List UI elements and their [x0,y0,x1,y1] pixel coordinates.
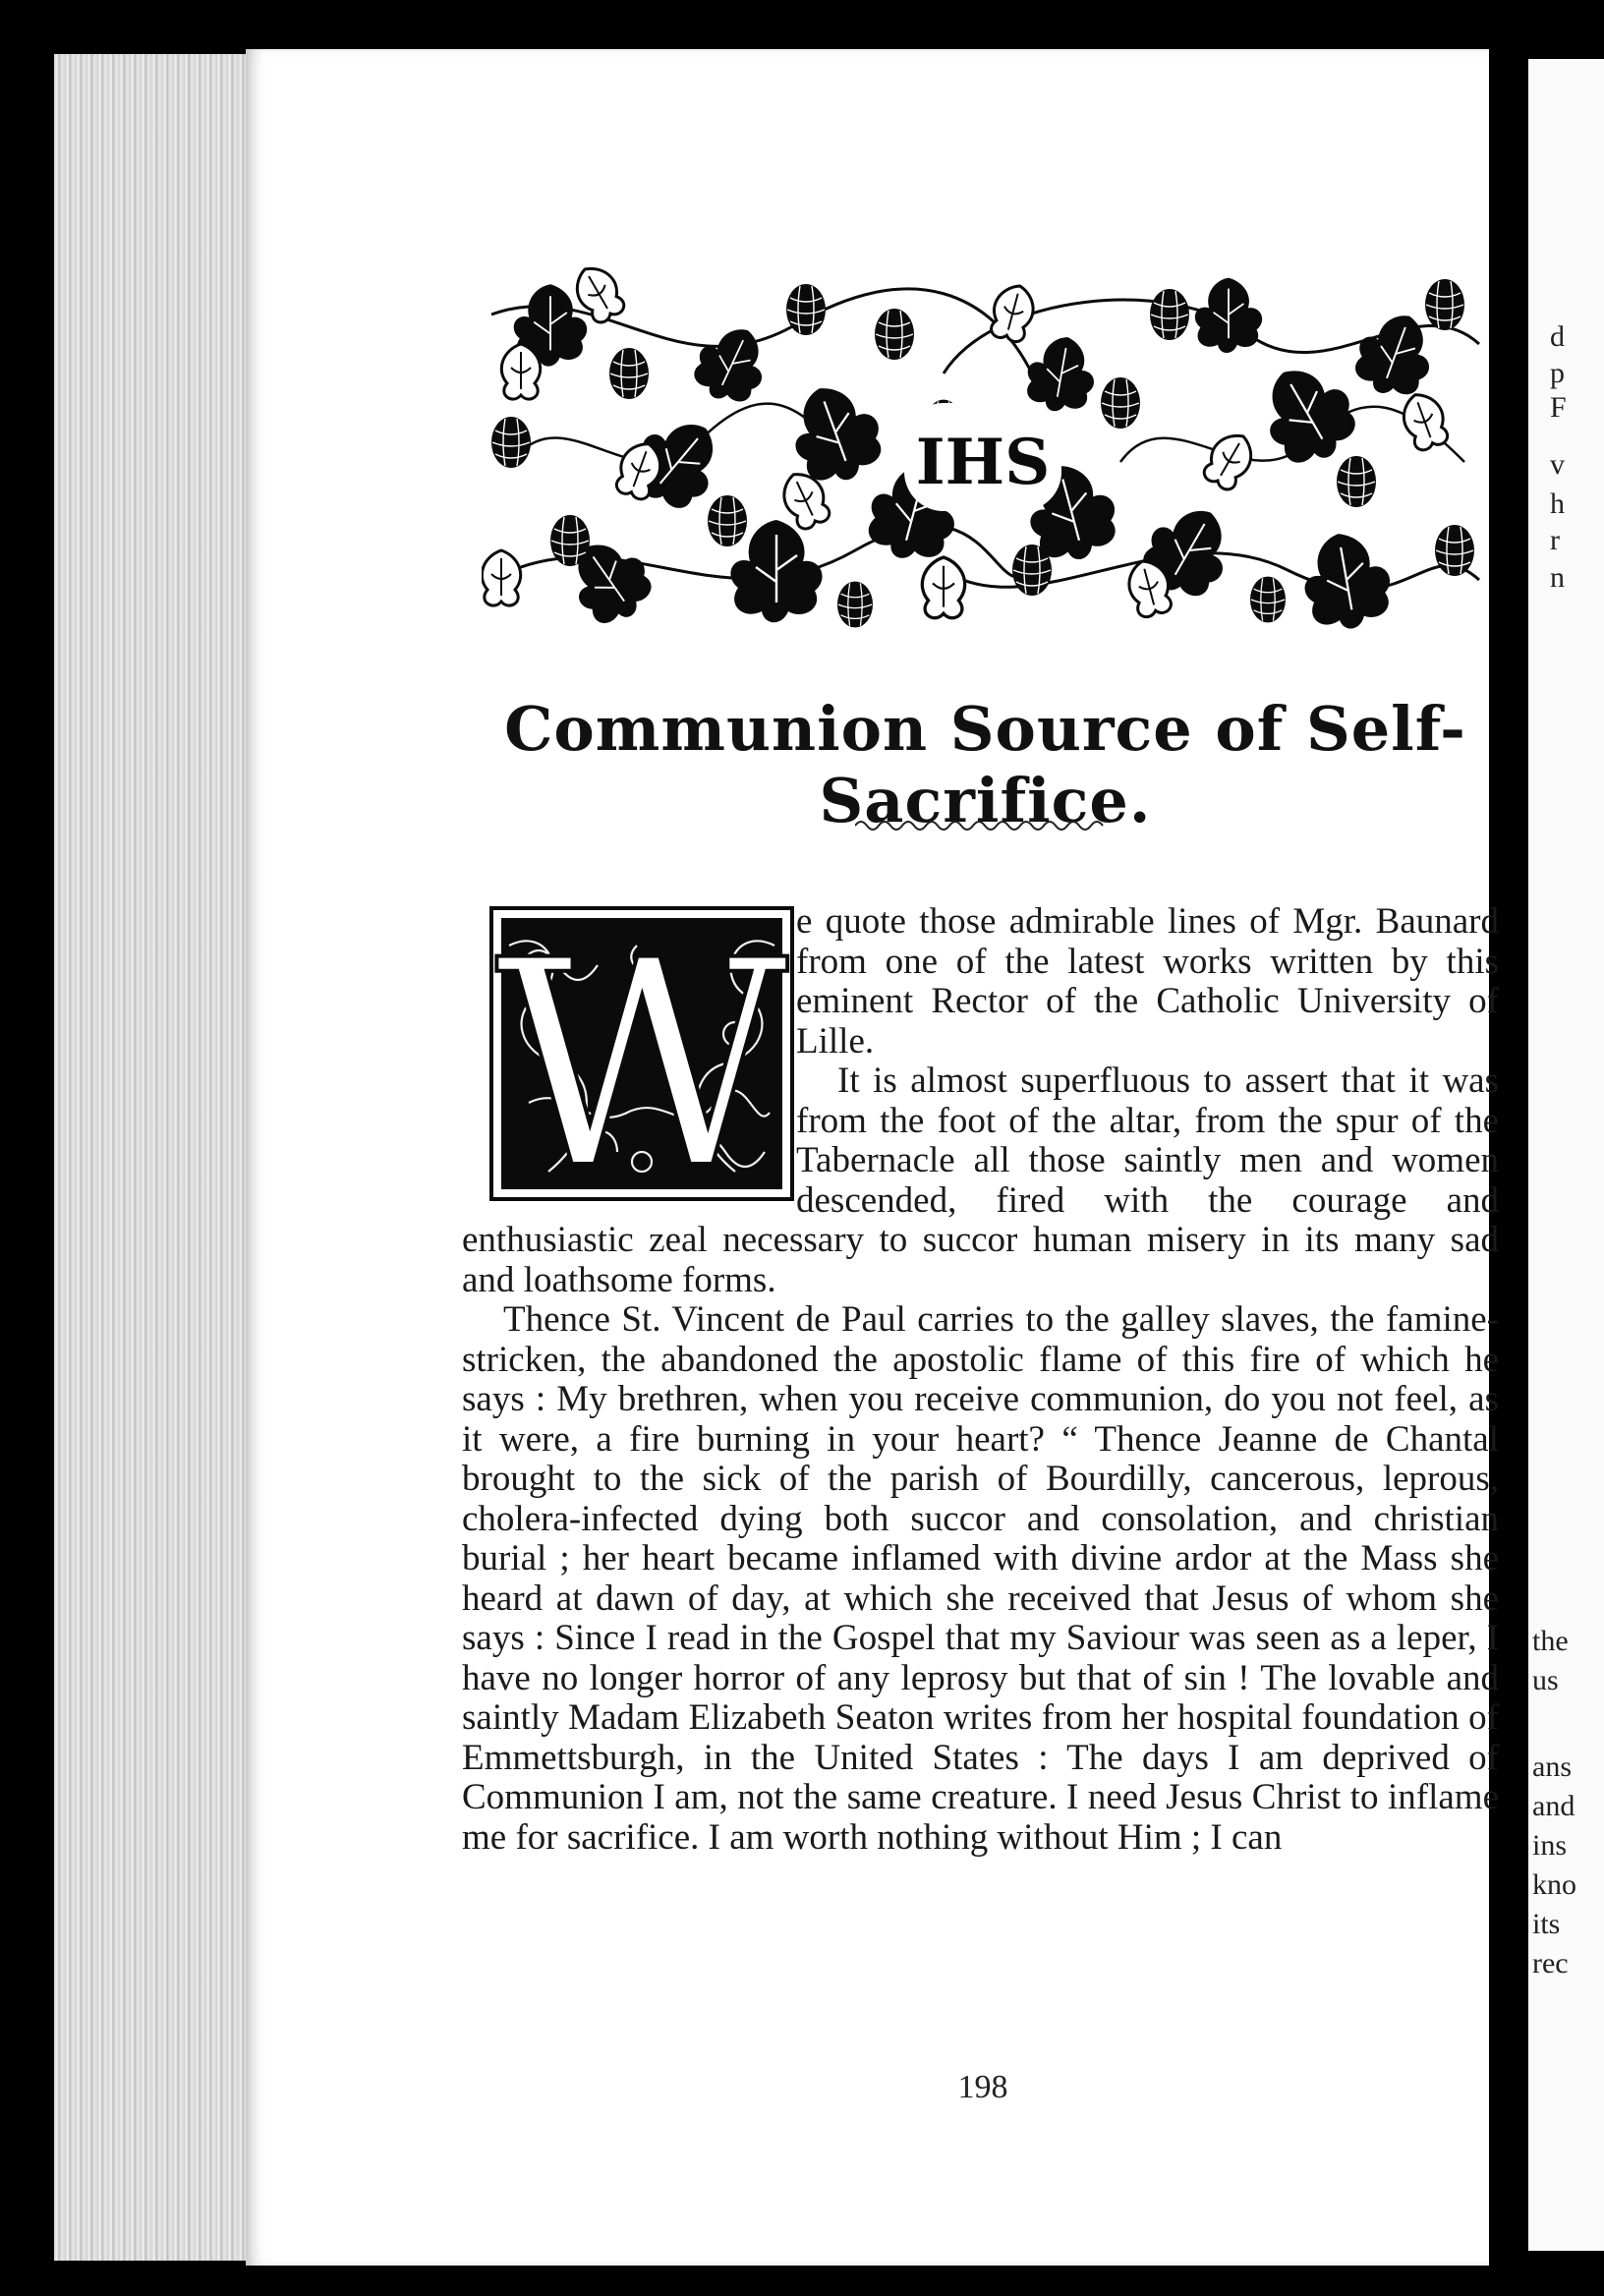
chapter-title: Communion Source of Self-Sacrifice. [504,693,1466,836]
page-number: 198 [957,2069,1008,2105]
facing-page-fragment: and [1532,1790,1575,1822]
wavy-title-rule [855,816,1111,835]
drop-cap-letter: W [494,906,789,1201]
facing-page-fragment: kno [1532,1868,1576,1901]
facing-page-fragment: d [1550,320,1565,353]
ihs-monogram: IHS [915,426,1051,499]
facing-page-fragment: F [1550,391,1567,424]
paragraph-1: e quote those admirable lines of Mgr. Baunard from one of the latest works written by this eminent Rector of the Catholic University of Lille. [796,901,1499,1062]
floral-headpiece [482,256,1489,644]
facing-page-fragment: rec [1532,1947,1569,1980]
book-page [246,49,1499,2266]
facing-page-fragment: r [1550,524,1560,556]
facing-page-fragment: p [1550,357,1565,389]
facing-page-fragment: ins [1532,1829,1568,1862]
paragraph-2: It is almost superfluous to assert that it was from the foot of the altar, from the spur of the Tabernacle all those saintly men and women descended, fired with the courage and enthusiastic zeal necessary to succor human misery in its many sad and loathsome forms. [462,1061,1499,1300]
facing-page-fragment: v [1550,448,1565,481]
facing-page-fragment: h [1550,488,1565,520]
facing-page-edge [1528,59,1604,2251]
facing-page-fragment: its [1532,1908,1561,1940]
facing-page-fragment: us [1532,1664,1559,1696]
facing-page-fragment: the [1532,1625,1569,1657]
book-page-edges [54,54,251,2261]
drop-cap-space [462,902,796,1213]
body-text [462,902,1499,1858]
facing-page-fragment: ans [1532,1751,1572,1783]
paragraph-3: Thence St. Vincent de Paul carries to the galley slaves, the famine-stricken, the abandoned the apostolic flame of this fire of which he says : My brethren, when you receive communion, do you not feel, as it were, a fire burning in your heart? “ Thence Jeanne de Chantal brought to the sick of the parish of Bourdilly, cancerous, leprous, cholera-infected dying both succor and consolation, and christian burial ; her heart became inflamed with divine ardor at the Mass she heard at dawn of day, at which she received that Jesus of whom she says : Since I read in the Gospel that my Saviour was seen as a leper, I have no longer horror of any leprosy but that of sin ! The lovable and saintly Madam Elizabeth Seaton writes from her hospital foundation of Emmettsburgh, in the United States : The days I am deprived of Communion I am, not the same creature. I need Jesus Christ to inflame me for sacrifice. I am worth nothing without Him ; I can [462,1299,1499,1858]
facing-page-fragment: n [1550,561,1565,594]
